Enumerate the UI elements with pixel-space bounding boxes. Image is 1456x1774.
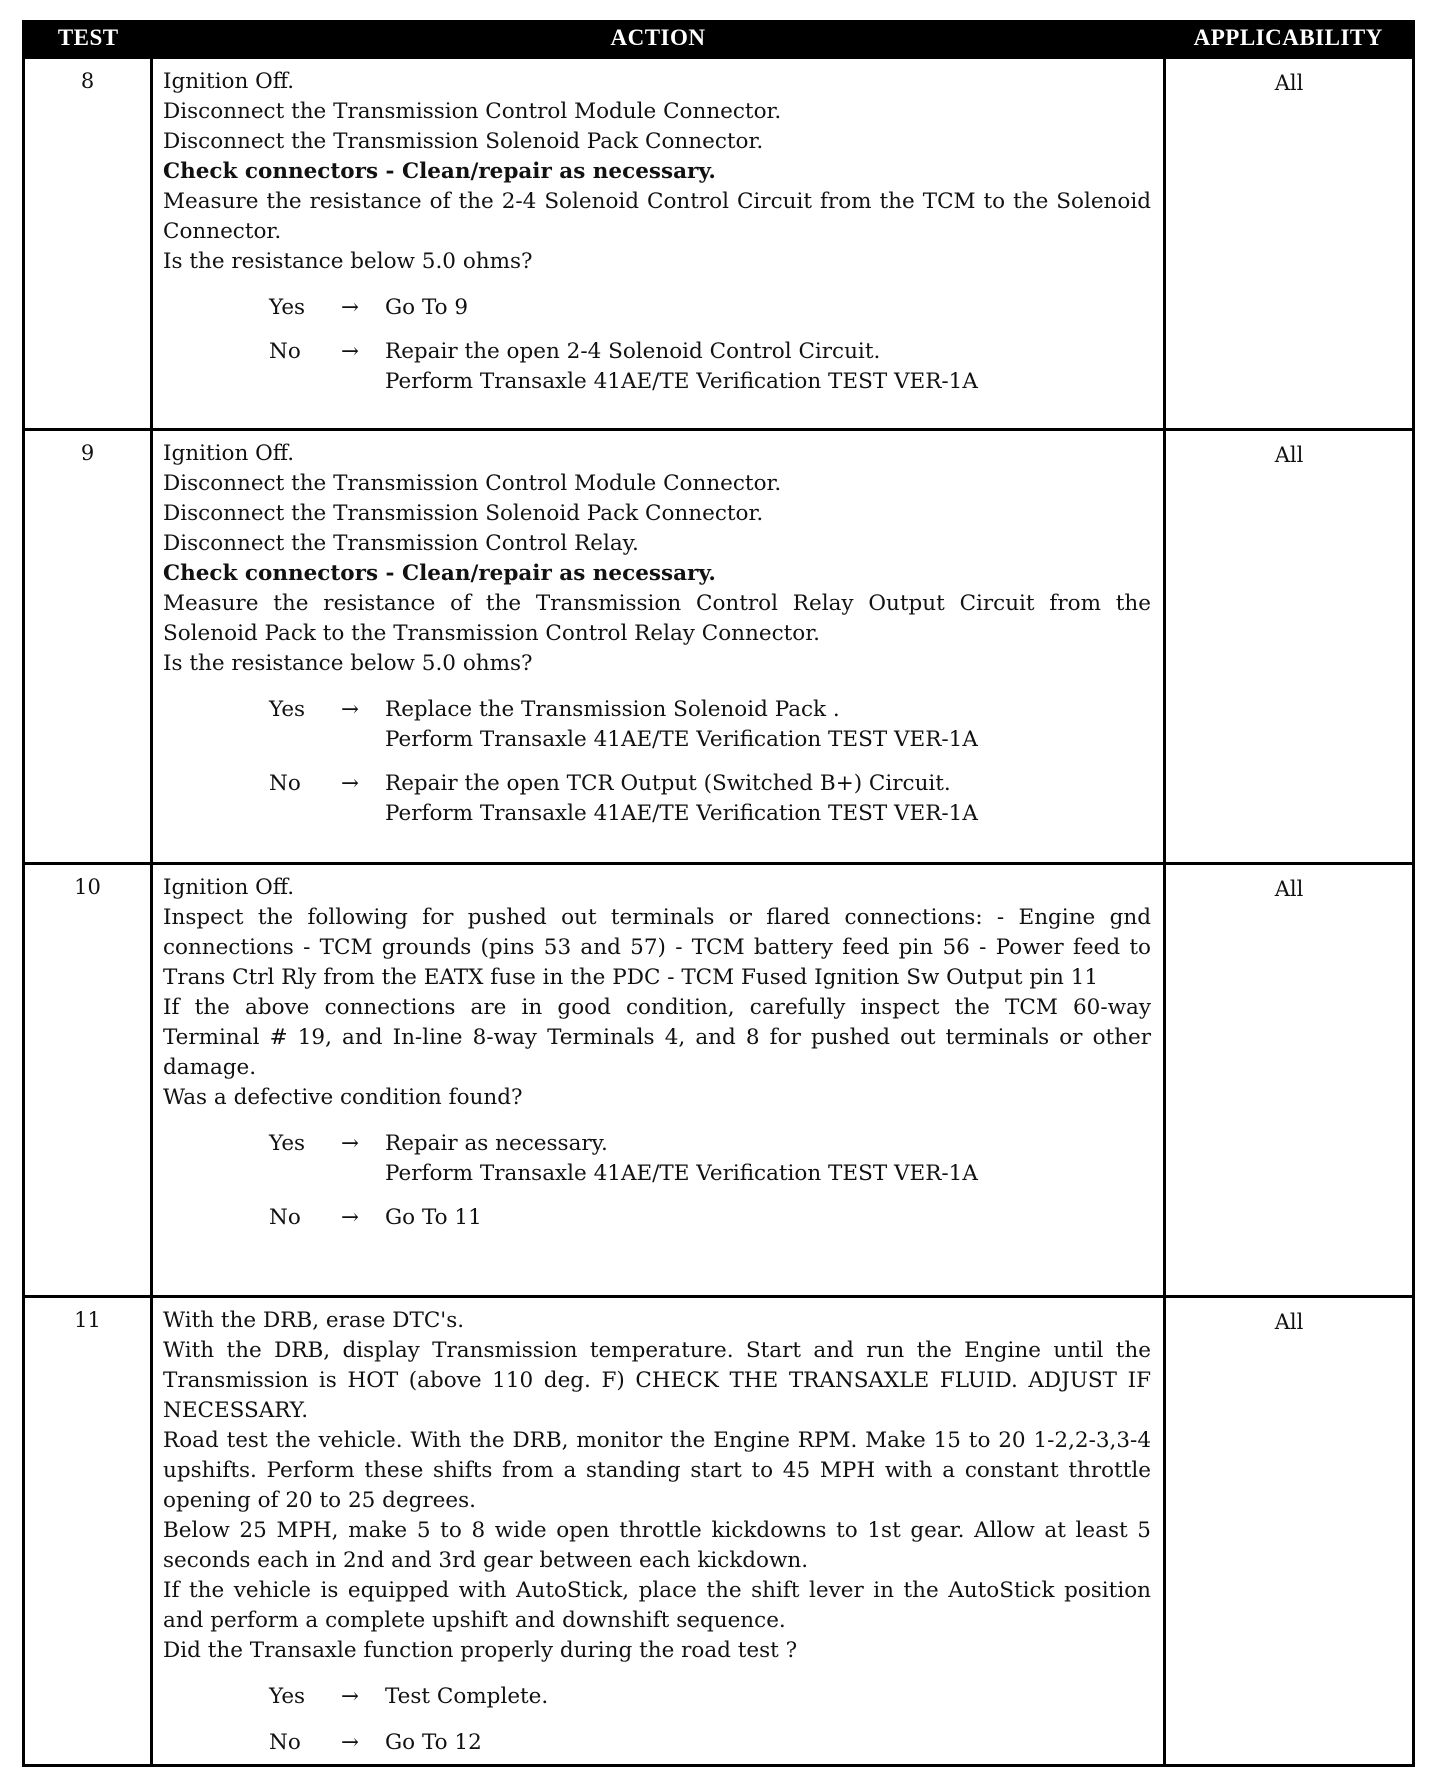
yes-label: Yes <box>269 1684 306 1709</box>
applicability-value: All <box>1274 443 1304 467</box>
applicability-value: All <box>1274 1310 1304 1334</box>
arrow-right-icon: → <box>341 339 360 364</box>
no-label: No <box>269 339 301 364</box>
no-result <box>385 337 1151 397</box>
action-line: Disconnect the Transmission Solenoid Pack Connector. <box>163 501 764 526</box>
action-line: Below 25 MPH, make 5 to 8 wide open throttle kickdowns to 1st gear. Allow at least 5 seconds each in 2nd and 3rd gear between each kickdown. <box>163 1518 1151 1573</box>
arrow-right-icon: → <box>341 771 360 796</box>
action-line: Ignition Off. <box>163 441 295 466</box>
arrow-right-icon: → <box>341 1684 360 1709</box>
no-result-line: Go To 11 <box>385 1205 482 1230</box>
action-line: Inspect the following for pushed out terminals or flared connections: - Engine gnd connections - TCM grounds (pins 53 and 57) - TCM battery feed pin 56 - Power feed to Trans Ctrl Rly from the EATX fuse in the PDC - TCM Fused Ignition Sw Output pin 11 <box>163 905 1151 990</box>
action-line: If the vehicle is equipped with AutoStick, place the shift lever in the AutoStick position and perform a complete upshift and downshift sequence. <box>163 1578 1151 1633</box>
action-cell <box>152 58 1165 430</box>
yes-label: Yes <box>269 697 306 722</box>
action-question: Is the resistance below 5.0 ohms? <box>163 651 533 676</box>
arrow-right-icon: → <box>341 1205 360 1230</box>
action-line-emphasis: Check connectors - Clean/repair as necessary. <box>163 159 716 184</box>
action-line: Disconnect the Transmission Solenoid Pack Connector. <box>163 129 764 154</box>
table-row <box>24 58 1414 430</box>
action-line: Disconnect the Transmission Control Module Connector. <box>163 99 782 124</box>
header-applicability: APPLICABILITY <box>1165 20 1414 58</box>
no-result <box>385 1728 1151 1758</box>
no-result <box>385 1203 1151 1233</box>
diagnostic-test-table <box>22 20 1415 1767</box>
no-label: No <box>269 771 301 796</box>
yes-result-line: Perform Transaxle 41AE/TE Verification TEST VER-1A <box>385 1161 978 1186</box>
arrow-right-icon: → <box>341 1730 360 1755</box>
action-line: Disconnect the Transmission Control Relay. <box>163 531 639 556</box>
yes-result <box>385 293 1151 323</box>
table-row <box>24 430 1414 864</box>
table-row <box>24 864 1414 1297</box>
action-line-emphasis: Check connectors - Clean/repair as necessary. <box>163 561 716 586</box>
yes-result-line: Go To 9 <box>385 295 469 320</box>
no-result <box>385 769 1151 829</box>
no-label: No <box>269 1205 301 1230</box>
action-line: Measure the resistance of the 2-4 Solenoid Control Circuit from the TCM to the Solenoid Connector. <box>163 189 1151 244</box>
table-row <box>24 1297 1414 1766</box>
applicability-value: All <box>1274 877 1304 901</box>
action-question: Is the resistance below 5.0 ohms? <box>163 249 533 274</box>
no-result-line: Perform Transaxle 41AE/TE Verification TEST VER-1A <box>385 801 978 826</box>
no-label: No <box>269 1730 301 1755</box>
yes-branch <box>269 1129 1151 1189</box>
yes-result <box>385 1129 1151 1189</box>
action-line: Road test the vehicle. With the DRB, monitor the Engine RPM. Make 15 to 20 1-2,2-3,3-4 upshifts. Perform these shifts from a standing start to 45 MPH with a constant throttle opening of 20 to 25 degrees. <box>163 1428 1151 1513</box>
yes-result-line: Replace the Transmission Solenoid Pack . <box>385 697 840 722</box>
no-branch <box>269 769 1151 829</box>
yes-result <box>385 695 1151 755</box>
yes-branch <box>269 695 1151 755</box>
action-line: With the DRB, display Transmission temperature. Start and run the Engine until the Transmission is HOT (above 110 deg. F) CHECK THE TRANSAXLE FLUID. ADJUST IF NECESSARY. <box>163 1338 1151 1423</box>
yes-label: Yes <box>269 1131 306 1156</box>
action-line: Disconnect the Transmission Control Module Connector. <box>163 471 782 496</box>
action-cell <box>152 1297 1165 1766</box>
yes-label: Yes <box>269 295 306 320</box>
arrow-right-icon: → <box>341 697 360 722</box>
no-branch <box>269 1203 1151 1233</box>
action-line: Ignition Off. <box>163 69 295 94</box>
no-result-line: Repair the open TCR Output (Switched B+) Circuit. <box>385 771 951 796</box>
arrow-right-icon: → <box>341 1131 360 1156</box>
yes-branch <box>269 1682 1151 1712</box>
yes-result-line: Test Complete. <box>385 1684 549 1709</box>
action-line: With the DRB, erase DTC's. <box>163 1308 465 1333</box>
action-question: Did the Transaxle function properly during the road test ? <box>163 1638 798 1663</box>
header-action: ACTION <box>152 20 1165 58</box>
action-line: Ignition Off. <box>163 875 295 900</box>
no-branch <box>269 1728 1151 1758</box>
test-number: 11 <box>24 1297 152 1766</box>
action-cell <box>152 430 1165 864</box>
action-cell <box>152 864 1165 1297</box>
action-line: Measure the resistance of the Transmission Control Relay Output Circuit from the Solenoid Pack to the Transmission Control Relay Connector. <box>163 591 1151 646</box>
no-branch <box>269 337 1151 397</box>
arrow-right-icon: → <box>341 295 360 320</box>
test-number: 9 <box>24 430 152 864</box>
yes-result-line: Perform Transaxle 41AE/TE Verification TEST VER-1A <box>385 727 978 752</box>
action-question: Was a defective condition found? <box>163 1085 523 1110</box>
test-number: 10 <box>24 864 152 1297</box>
header-test: TEST <box>24 20 152 58</box>
applicability-value: All <box>1274 71 1304 95</box>
no-result-line: Go To 12 <box>385 1730 482 1755</box>
table-header <box>24 20 1414 58</box>
no-result-line: Perform Transaxle 41AE/TE Verification TEST VER-1A <box>385 369 978 394</box>
yes-result <box>385 1682 1151 1712</box>
yes-branch <box>269 293 1151 323</box>
action-line: If the above connections are in good condition, carefully inspect the TCM 60-way Terminal # 19, and In-line 8-way Terminals 4, and 8 for pushed out terminals or other damage. <box>163 995 1151 1080</box>
yes-result-line: Repair as necessary. <box>385 1131 608 1156</box>
no-result-line: Repair the open 2-4 Solenoid Control Circuit. <box>385 339 881 364</box>
test-number: 8 <box>24 58 152 430</box>
